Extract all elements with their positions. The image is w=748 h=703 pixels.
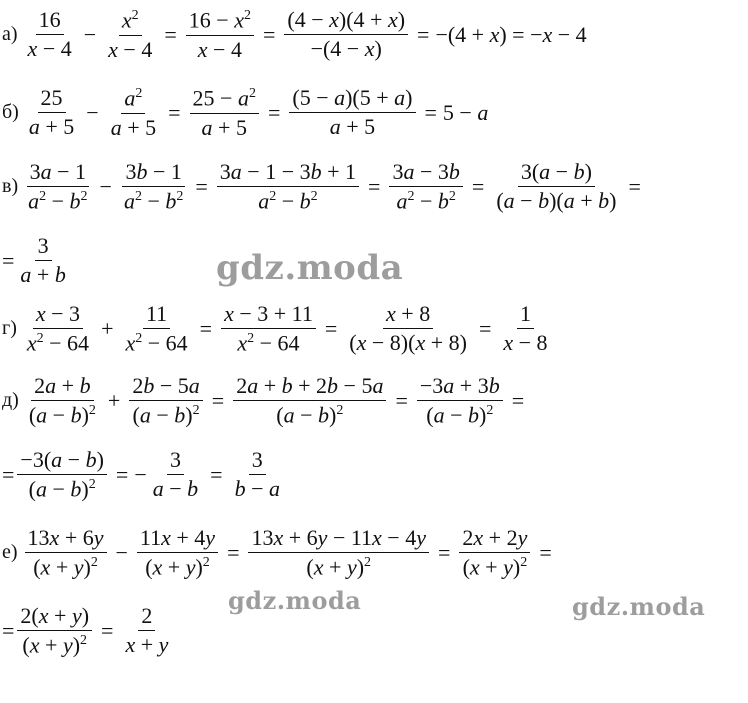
fraction: $\frac{16 - x^2}{x - 4}$ (186, 8, 254, 62)
fraction: $\frac{x + 8}{(x - 8)(x + 8)}$ (349, 301, 467, 356)
fraction: $\frac{-3(a - b)}{(a - b)^2}$ (17, 448, 106, 502)
watermark: gdz.moda (228, 586, 362, 615)
fraction: $\frac{a^2}{a + 5}$ (110, 85, 157, 140)
fraction: $\frac{2b - 5a}{(a - b)^2}$ (129, 374, 202, 428)
fraction: $\frac{11x + 4y}{(x + y)^2}$ (137, 526, 218, 580)
fraction: $\frac{x - 3}{x^2 - 64}$ (26, 301, 90, 356)
fraction: $\frac{(4 - x)(4 + x)}{-(4 - x)}$ (284, 8, 408, 61)
fraction: $\frac{16}{x - 4}$ (27, 7, 72, 62)
fraction: $\frac{2a + b + 2b - 5a}{(a - b)^2}$ (233, 374, 386, 428)
fraction: $\frac{13x + 6y}{(x + y)^2}$ (25, 526, 107, 580)
fraction: $\frac{3}{a + b}$ (20, 233, 66, 288)
solution-v-cont: = $\frac{3}{a + b}$ (2, 234, 72, 287)
fraction: $\frac{x - 3 + 11}{x^2 - 64}$ (221, 302, 316, 356)
fraction: $\frac{-3a + 3b}{(a - b)^2}$ (417, 374, 503, 428)
solution-d-cont: = $\frac{-3(a - b)}{(a - b)^2}$ = − $\frac{3}{a - b}$ = $\frac{3}{b - a}$ (2, 448, 286, 502)
fraction: $\frac{3}{a - b}$ (152, 447, 199, 502)
fraction: $\frac{2a + b}{(a - b)^2}$ (28, 373, 96, 428)
fraction: $\frac{25 - a^2}{a + 5}$ (190, 86, 259, 140)
fraction: $\frac{3a - 3b}{a^2 - b^2}$ (389, 160, 462, 214)
label-e: е) (2, 541, 18, 564)
solution-v: в) $\frac{3a - 1}{a^2 - b^2}$ − $\frac{3b - 1}{a^2 - b^2}$ = $\frac{3a - 1 - 3b + 1}{a^2 - b^2}$ = $\frac{3a - 3b}{a^2 - b^2}$ = $\frac{3(a - b)}{(a - b)(a + b)}$ = (2, 159, 641, 214)
watermark: gdz.moda (216, 248, 404, 288)
fraction: $\frac{2x + 2y}{(x + y)^2}$ (459, 526, 530, 580)
solution-g: г) $\frac{x - 3}{x^2 - 64}$ + $\frac{11}{x^2 - 64}$ = $\frac{x - 3 + 11}{x^2 - 64}$ = $\frac{x + 8}{(x - 8)(x + 8)}$ = $\frac{1}{x - 8}$ (2, 302, 554, 356)
fraction: $\frac{3a - 1}{a^2 - b^2}$ (28, 159, 88, 214)
solution-e: е) $\frac{13x + 6y}{(x + y)^2}$ − $\frac{11x + 4y}{(x + y)^2}$ = $\frac{13x + 6y - 11x - 4y}{(x + y)^2}$ = $\frac{2x + 2y}{(x + y)^2}$ = (2, 525, 552, 580)
label-d: д) (2, 389, 19, 412)
solution-e-cont: = $\frac{2(x + y)}{(x + y)^2}$ = $\frac{2}{x + y}$ (2, 604, 174, 658)
solution-d: д) $\frac{2a + b}{(a - b)^2}$ + $\frac{2b - 5a}{(a - b)^2}$ = $\frac{2a + b + 2b - 5a}{(a - b)^2}$ = $\frac{-3a + 3b}{(a - b)^2}$ = (2, 373, 525, 428)
fraction: $\frac{3(a - b)}{(a - b)(a + b)}$ (496, 159, 617, 214)
solution-b: б) $\frac{25}{a + 5}$ − $\frac{a^2}{a + 5}$ = $\frac{25 - a^2}{a + 5}$ = $\frac{(5 - a)(5 + a)}{a + 5}$ = 5 − a (2, 85, 489, 140)
fraction: $\frac{(5 - a)(5 + a)}{a + 5}$ (289, 86, 415, 139)
fraction: $\frac{x^2}{x - 4}$ (108, 7, 153, 62)
fraction: $\frac{3a - 1 - 3b + 1}{a^2 - b^2}$ (217, 160, 359, 214)
watermark: gdz.moda (572, 592, 706, 621)
solution-a: а) $\frac{16}{x - 4}$ − $\frac{x^2}{x - 4}$ = $\frac{16 - x^2}{x - 4}$ = $\frac{(4 - x)(4 + x)}{-(4 - x)}$ = −(4 + x) = −x − 4 (2, 7, 587, 62)
fraction: $\frac{3}{b - a}$ (234, 447, 281, 502)
label-b: б) (2, 101, 19, 124)
label-g: г) (2, 317, 17, 340)
fraction: $\frac{13x + 6y - 11x - 4y}{(x + y)^2}$ (248, 526, 429, 580)
fraction: $\frac{1}{x - 8}$ (503, 301, 548, 356)
label-v: в) (2, 175, 19, 198)
fraction: $\frac{2}{x + y}$ (125, 603, 169, 658)
fraction: $\frac{2(x + y)}{(x + y)^2}$ (17, 604, 92, 658)
fraction: $\frac{11}{x^2 - 64}$ (125, 301, 188, 356)
label-a: а) (2, 23, 18, 46)
fraction: $\frac{25}{a + 5}$ (28, 85, 75, 140)
fraction: $\frac{3b - 1}{a^2 - b^2}$ (123, 159, 184, 214)
